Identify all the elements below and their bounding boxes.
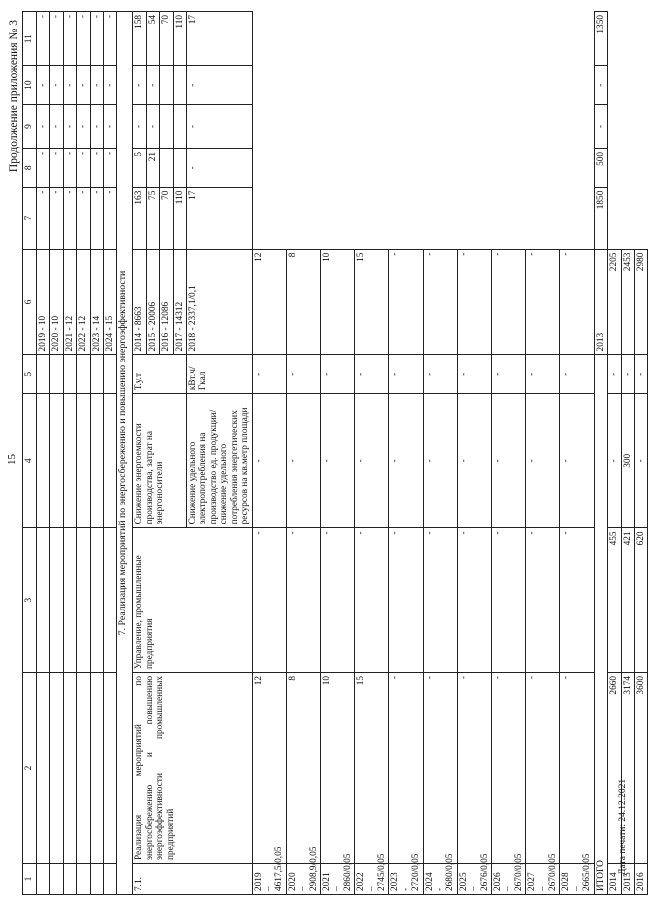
- responsible-cell: Управление, промышленные предприятия: [133, 528, 252, 673]
- value-cell: 8: [286, 672, 320, 863]
- value-cell: -: [389, 355, 423, 394]
- table-row: [286, 12, 320, 895]
- indicator-cell: Снижение энергоемкости производства, затрат на энергоносители: [133, 394, 187, 528]
- year-cell: 2015 - 20006: [146, 249, 159, 355]
- value-cell: 1850: [594, 187, 607, 249]
- empty-cell: [63, 672, 76, 863]
- value-cell: 17: [187, 12, 252, 66]
- column-number-row: [23, 12, 37, 895]
- year-cell: 2016 - 12086: [160, 249, 173, 355]
- year-cell: 2013: [594, 249, 607, 355]
- value-cell: -: [90, 12, 103, 66]
- value-cell: 2660: [608, 672, 621, 863]
- value-cell: 300: [621, 394, 634, 528]
- header-cell: 4: [23, 394, 37, 528]
- value-cell: 5: [133, 148, 146, 187]
- value-cell: -: [492, 249, 526, 355]
- year-cell: 2015: [621, 864, 634, 895]
- table-row: [77, 12, 90, 895]
- empty-cell: [77, 672, 90, 863]
- value-cell: -: [187, 105, 252, 149]
- value-cell: -: [423, 249, 457, 355]
- empty-cell: [77, 394, 90, 528]
- header-cell: 11: [23, 12, 37, 66]
- year-cell: 2026 – 2670/0,05: [492, 864, 526, 895]
- value-cell: -: [560, 672, 594, 863]
- table-row: [37, 12, 50, 895]
- value-cell: 2980: [634, 249, 647, 355]
- value-cell: -: [526, 394, 560, 528]
- table-row: [634, 12, 647, 895]
- value-cell: 75: [146, 187, 159, 249]
- empty-cell: [90, 528, 103, 673]
- value-cell: -: [526, 249, 560, 355]
- value-cell: -: [594, 66, 607, 105]
- value-cell: -: [50, 12, 63, 66]
- value-cell: -: [63, 66, 76, 105]
- value-cell: -: [90, 187, 103, 249]
- section-title: 7. Реализация мероприятий по энергосбережению и повышению энергоэффективности: [117, 12, 133, 895]
- year-cell: 2019 – 4617,5/0,05: [252, 864, 286, 895]
- value-cell: 70: [160, 187, 173, 249]
- value-cell: -: [457, 672, 491, 863]
- empty-cell: [50, 394, 63, 528]
- year-cell: 2014 - 8663: [133, 249, 146, 355]
- year-cell: 2014: [608, 864, 621, 895]
- header-cell: 10: [23, 66, 37, 105]
- value-cell: -: [63, 12, 76, 66]
- year-cell: 2027 – 2670/0,05: [526, 864, 560, 895]
- item-number: 7.1.: [133, 864, 252, 895]
- value-cell: -: [634, 394, 647, 528]
- empty-cell: [63, 355, 76, 394]
- empty-cell: [37, 864, 50, 895]
- value-cell: -: [286, 528, 320, 673]
- value-cell: -: [104, 148, 117, 187]
- value-cell: -: [423, 528, 457, 673]
- value-cell: 1350: [594, 12, 607, 66]
- value-cell: -: [104, 12, 117, 66]
- value-cell: -: [457, 528, 491, 673]
- print-date: Дата печати: 24.12.2021: [618, 778, 628, 875]
- value-cell: 54: [146, 12, 159, 66]
- value-cell: 500: [594, 148, 607, 187]
- table-row: [621, 12, 634, 895]
- table-row: [320, 12, 354, 895]
- value-cell: -: [50, 187, 63, 249]
- table-row: [90, 12, 103, 895]
- value-cell: -: [50, 148, 63, 187]
- value-cell: -: [457, 355, 491, 394]
- value-cell: -: [90, 148, 103, 187]
- year-cell: 2023 - 2720/0,05: [389, 864, 423, 895]
- empty-cell: [63, 528, 76, 673]
- value-cell: -: [355, 528, 389, 673]
- year-cell: 2020 - 10: [50, 249, 63, 355]
- value-cell: 10: [320, 249, 354, 355]
- value-cell: 12: [252, 672, 286, 863]
- indicator-cell: Снижение удельного электропотребления на производство ед. продукции/ снижение удельного потребления энергетических ресурсов на кв.метр площади: [187, 394, 252, 528]
- value-cell: -: [492, 355, 526, 394]
- value-cell: 163: [133, 187, 146, 249]
- year-cell: 2019 - 10: [37, 249, 50, 355]
- header-cell: 9: [23, 105, 37, 149]
- table-row: [63, 12, 76, 895]
- value-cell: -: [389, 394, 423, 528]
- empty-cell: [77, 528, 90, 673]
- value-cell: -: [37, 148, 50, 187]
- value-cell: -: [355, 355, 389, 394]
- value-cell: -: [594, 105, 607, 149]
- year-cell: 2021 – 2860/0,05: [320, 864, 354, 895]
- totals-row: [594, 12, 607, 895]
- year-cell: 2022 – 2745/0,05: [355, 864, 389, 895]
- empty-cell: [90, 864, 103, 895]
- empty-cell: [90, 672, 103, 863]
- year-cell: 2022 - 12: [77, 249, 90, 355]
- header-cell: 1: [23, 864, 37, 895]
- header-cell: 6: [23, 249, 37, 355]
- value-cell: -: [90, 66, 103, 105]
- empty-cell: [37, 394, 50, 528]
- value-cell: -: [187, 148, 252, 187]
- table-row: [50, 12, 63, 895]
- totals-rows: [608, 12, 648, 895]
- year-cell: 2024 - 15: [104, 249, 117, 355]
- value-cell: -: [492, 394, 526, 528]
- value-cell: -: [252, 528, 286, 673]
- unit-cell: Т.у.т: [133, 355, 187, 394]
- table-row: [526, 12, 560, 895]
- year-cell: 2020 – 2908,9/0,05: [286, 864, 320, 895]
- item-name: Реализация мероприятий по энергосбережению и повышению энергоэффективности промышленных предприятий: [133, 672, 252, 863]
- value-cell: 455: [608, 528, 621, 673]
- value-cell: -: [104, 187, 117, 249]
- value-cell: -: [608, 355, 621, 394]
- empty-cell: [104, 864, 117, 895]
- value-cell: -: [104, 66, 117, 105]
- value-cell: -: [77, 148, 90, 187]
- value-cell: 15: [355, 249, 389, 355]
- value-cell: -: [37, 105, 50, 149]
- year-cell: 2018 - 2337,1/0,1: [187, 249, 252, 355]
- table-row: [104, 12, 117, 895]
- table-row: [492, 12, 526, 895]
- value-cell: -: [355, 394, 389, 528]
- value-cell: -: [104, 105, 117, 149]
- value-cell: 110: [173, 12, 186, 66]
- value-cell: -: [50, 66, 63, 105]
- value-cell: -: [526, 355, 560, 394]
- value-cell: -: [187, 66, 252, 105]
- totals-label: ИТОГО: [594, 355, 607, 895]
- year-cell: 2016: [634, 864, 647, 895]
- value-cell: -: [50, 105, 63, 149]
- year-cell: 2025 – 2676/0,05: [457, 864, 491, 895]
- value-cell: -: [320, 355, 354, 394]
- value-cell: 3600: [634, 672, 647, 863]
- value-cell: -: [252, 394, 286, 528]
- value-cell: -: [621, 355, 634, 394]
- empty-cell: [104, 394, 117, 528]
- empty-cell: [63, 394, 76, 528]
- value-cell: -: [146, 105, 159, 149]
- value-cell: 3174: [621, 672, 634, 863]
- value-cell: -: [560, 394, 594, 528]
- value-cell: -: [320, 394, 354, 528]
- value-cell: [160, 66, 173, 105]
- year-cell: 2024 - 2680/0,05: [423, 864, 457, 895]
- value-cell: -: [389, 249, 423, 355]
- empty-cell: [50, 355, 63, 394]
- value-cell: -: [423, 355, 457, 394]
- value-cell: [160, 105, 173, 149]
- value-cell: -: [423, 672, 457, 863]
- value-cell: -: [286, 355, 320, 394]
- value-cell: -: [77, 187, 90, 249]
- value-cell: [173, 148, 186, 187]
- empty-cell: [63, 864, 76, 895]
- value-cell: -: [286, 394, 320, 528]
- value-cell: -: [492, 672, 526, 863]
- value-cell: -: [63, 105, 76, 149]
- table-row: [133, 12, 146, 895]
- value-cell: -: [560, 355, 594, 394]
- value-cell: -: [389, 672, 423, 863]
- value-cell: -: [63, 148, 76, 187]
- value-cell: -: [457, 394, 491, 528]
- table-row: [457, 12, 491, 895]
- empty-cell: [50, 864, 63, 895]
- section-row: [117, 12, 133, 895]
- value-cell: -: [389, 528, 423, 673]
- value-cell: 2205: [608, 249, 621, 355]
- table-row: [355, 12, 389, 895]
- value-cell: -: [526, 528, 560, 673]
- year-cell: 2021 - 12: [63, 249, 76, 355]
- value-cell: -: [77, 12, 90, 66]
- value-cell: 21: [146, 148, 159, 187]
- value-cell: -: [608, 394, 621, 528]
- header-cell: 3: [23, 528, 37, 673]
- value-cell: [173, 105, 186, 149]
- table-row: [423, 12, 457, 895]
- page-number: 15: [6, 454, 18, 465]
- table-row: [252, 12, 286, 895]
- value-cell: 8: [286, 249, 320, 355]
- value-cell: 10: [320, 672, 354, 863]
- empty-cell: [50, 528, 63, 673]
- empty-cell: [104, 672, 117, 863]
- appendix-table: [22, 11, 648, 895]
- year-cell: 2017 - 14312: [173, 249, 186, 355]
- value-cell: 158: [133, 12, 146, 66]
- value-cell: -: [634, 355, 647, 394]
- value-cell: -: [63, 187, 76, 249]
- value-cell: -: [457, 249, 491, 355]
- year-cell: 2028 – 2665/0,05: [560, 864, 594, 895]
- empty-cell: [37, 528, 50, 673]
- value-cell: [160, 148, 173, 187]
- value-cell: 70: [160, 12, 173, 66]
- header-cell: 8: [23, 148, 37, 187]
- value-cell: -: [560, 249, 594, 355]
- header-cell: 5: [23, 355, 37, 394]
- empty-cell: [37, 672, 50, 863]
- value-cell: -: [560, 528, 594, 673]
- value-cell: -: [133, 66, 146, 105]
- table-row: [389, 12, 423, 895]
- value-cell: 421: [621, 528, 634, 673]
- value-cell: -: [37, 66, 50, 105]
- unit-cell: кВт.ч/ Гкал: [187, 355, 252, 394]
- value-cell: 17: [187, 187, 252, 249]
- empty-cell: [104, 355, 117, 394]
- empty-cell: [50, 672, 63, 863]
- value-cell: -: [492, 528, 526, 673]
- empty-cell: [77, 355, 90, 394]
- value-cell: 2453: [621, 249, 634, 355]
- empty-cell: [37, 355, 50, 394]
- value-cell: -: [252, 355, 286, 394]
- group2-rows: [252, 12, 594, 895]
- table-row: [560, 12, 594, 895]
- value-cell: -: [37, 187, 50, 249]
- value-cell: -: [37, 12, 50, 66]
- value-cell: 110: [173, 187, 186, 249]
- year-cell: 2023 - 14: [90, 249, 103, 355]
- table-row: [608, 12, 621, 895]
- value-cell: -: [423, 394, 457, 528]
- value-cell: -: [133, 105, 146, 149]
- empty-cell: [90, 394, 103, 528]
- top-rows: [37, 12, 117, 895]
- value-cell: 12: [252, 249, 286, 355]
- value-cell: [173, 66, 186, 105]
- header-cell: 2: [23, 672, 37, 863]
- empty-cell: [90, 355, 103, 394]
- header-cell: 7: [23, 187, 37, 249]
- value-cell: 620: [634, 528, 647, 673]
- value-cell: -: [320, 528, 354, 673]
- value-cell: -: [146, 66, 159, 105]
- value-cell: -: [77, 105, 90, 149]
- empty-cell: [77, 864, 90, 895]
- value-cell: -: [77, 66, 90, 105]
- value-cell: 15: [355, 672, 389, 863]
- empty-cell: [104, 528, 117, 673]
- value-cell: -: [90, 105, 103, 149]
- continuation-label: Продолжение приложения № 3: [8, 20, 20, 173]
- value-cell: -: [526, 672, 560, 863]
